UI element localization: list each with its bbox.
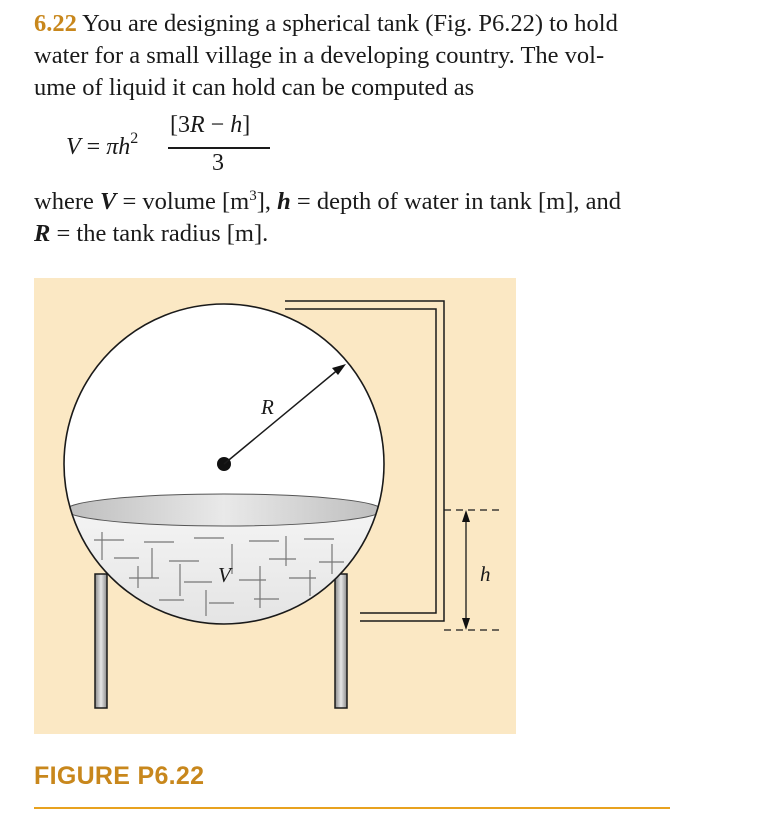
definitions-line-2: R = the tank radius [m]. [34,220,269,248]
figure-caption: FIGURE P6.22 [34,762,205,790]
volume-equation [66,110,306,182]
figure-spherical-tank [34,278,516,734]
problem-line-2: water for a small village in a developing country. The vol- [34,42,605,69]
tank-diagram [34,278,516,734]
problem-line-1: 6.22 You are designing a spherical tank (Fig. P6.22) to hold [34,10,618,37]
depth-dimension [444,510,504,630]
problem-number: 6.22 [34,10,77,37]
variable-definitions [34,180,714,250]
problem-line-3: ume of liquid it can hold can be computed as [34,74,475,101]
definitions-line-1: where V = volume $[m^3]$, h = depth of water in tank [m], and [34,188,621,216]
right-leg [335,574,347,708]
bottom-rule [34,807,670,809]
volume-label: V [218,563,231,587]
equation-denominator: 3 [212,150,224,176]
problem-statement [34,8,694,104]
equation-numerator: [3R − h] [170,112,251,138]
fraction-bar [168,147,270,149]
depth-label: h [480,562,491,586]
radius-label: R [261,395,274,419]
water-surface [66,494,382,526]
equation-lhs: $V = \pi h^2$ [66,130,139,160]
left-leg [95,574,107,708]
